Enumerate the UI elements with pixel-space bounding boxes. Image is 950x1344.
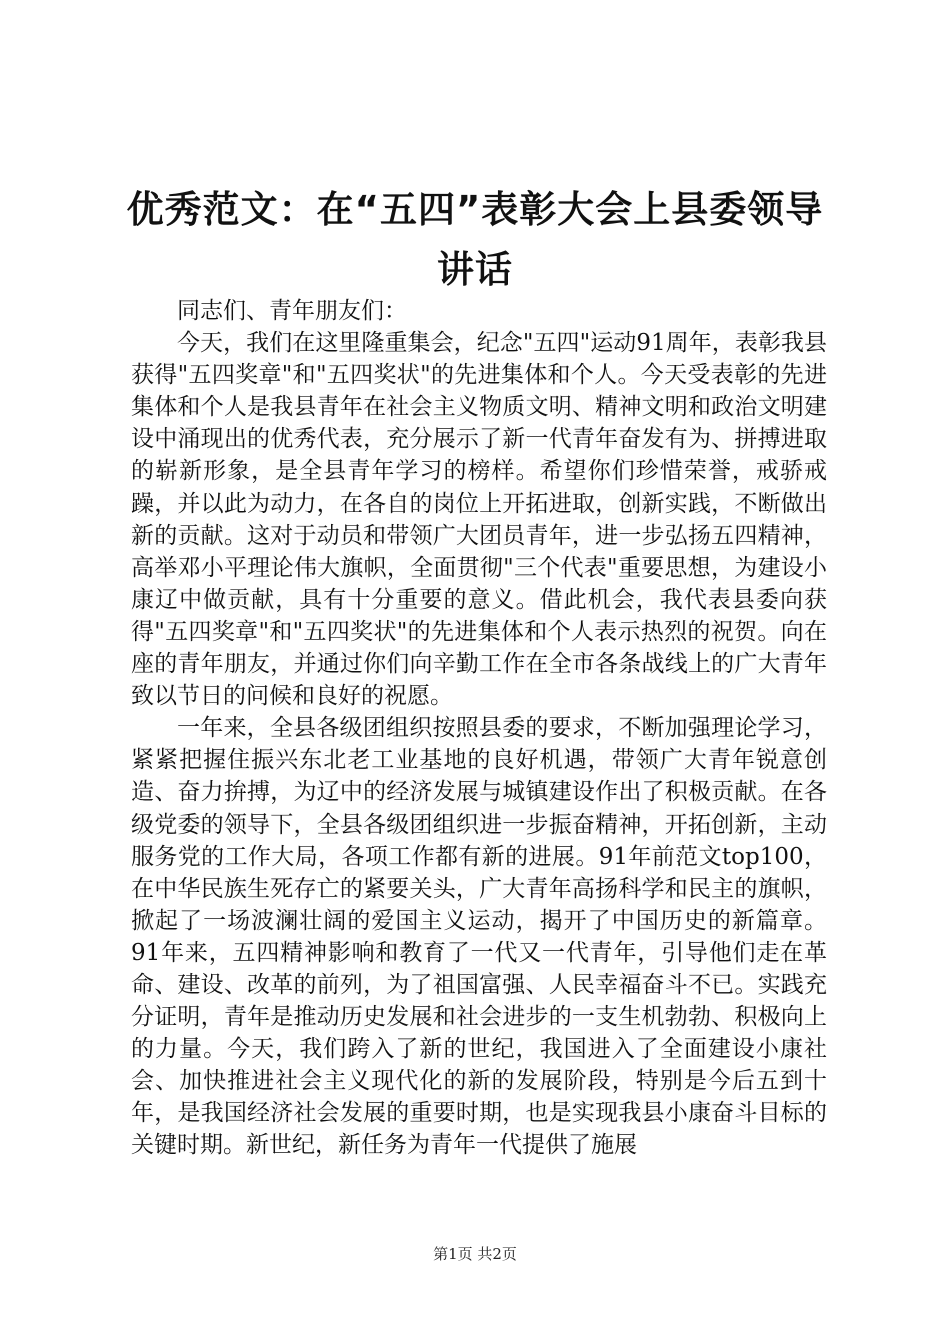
paragraph: 一年来，全县各级团组织按照县委的要求，不断加强理论学习，紧紧把握住振兴东北老工业基地的良好机遇，带领广大青年锐意创造、奋力拚搏，为辽中的经济发展与城镇建设作出了积极贡献。在各级党委的领导下，全县各级团组织进一步振奋精神，开拓创新，主动服务党的工作大局，各项工作都有新的进展。91年前范文top100，在中华民族生死存亡的紧要关头，广大青年高扬科学和民主的旗帜，掀起了一场波澜壮阔的爱国主义运动，揭开了中国历史的新篇章。91年来，五四精神影响和教育了一代又一代青年，引导他们走在革命、建设、改革的前列，为了祖国富强、人民幸福奋斗不已。实践充分证明，青年是推动历史发展和社会进步的一支生机勃勃、积极向上的力量。今天，我们跨入了新的世纪，我国进入了全面建设小康社会、加快推进社会主义现代化的新的发展阶段，特别是今后五到十年，是我国经济社会发展的重要时期，也是实现我县小康奋斗目标的关键时期。新世纪，新任务为青年一代提供了施展 <box>131 715 827 1159</box>
greeting: 同志们、青年朋友们： <box>177 298 407 324</box>
document-title: 优秀范文：在“五四”表彰大会上县委领导讲话 <box>126 188 824 291</box>
paragraph: 今天，我们在这里隆重集会，纪念"五四"运动91周年，表彰我县获得"五四奖章"和"五四奖状"的先进集体和个人。今天受表彰的先进集体和个人是我县青年在社会主义物质文明、精神文明和政治文明建设中涌现出的优秀代表，充分展示了新一代青年奋发有为、拼搏进取的崭新形象，是全县青年学习的榜样。希望你们珍惜荣誉，戒骄戒躁，并以此为动力，在各自的岗位上开拓进取，创新实践，不断做出新的贡献。这对于动员和带领广大团员青年，进一步弘扬五四精神，高举邓小平理论伟大旗帜，全面贯彻"三个代表"重要思想，为建设小康辽中做贡献，具有十分重要的意义。借此机会，我代表县委向获得"五四奖章"和"五四奖状"的先进集体和个人表示热烈的祝贺。向在座的青年朋友，并通过你们向辛勤工作在全市各条战线上的广大青年致以节日的问候和良好的祝愿。 <box>131 330 827 710</box>
document-body <box>131 295 827 1162</box>
page-number: 第1页 共2页 <box>433 1245 517 1263</box>
